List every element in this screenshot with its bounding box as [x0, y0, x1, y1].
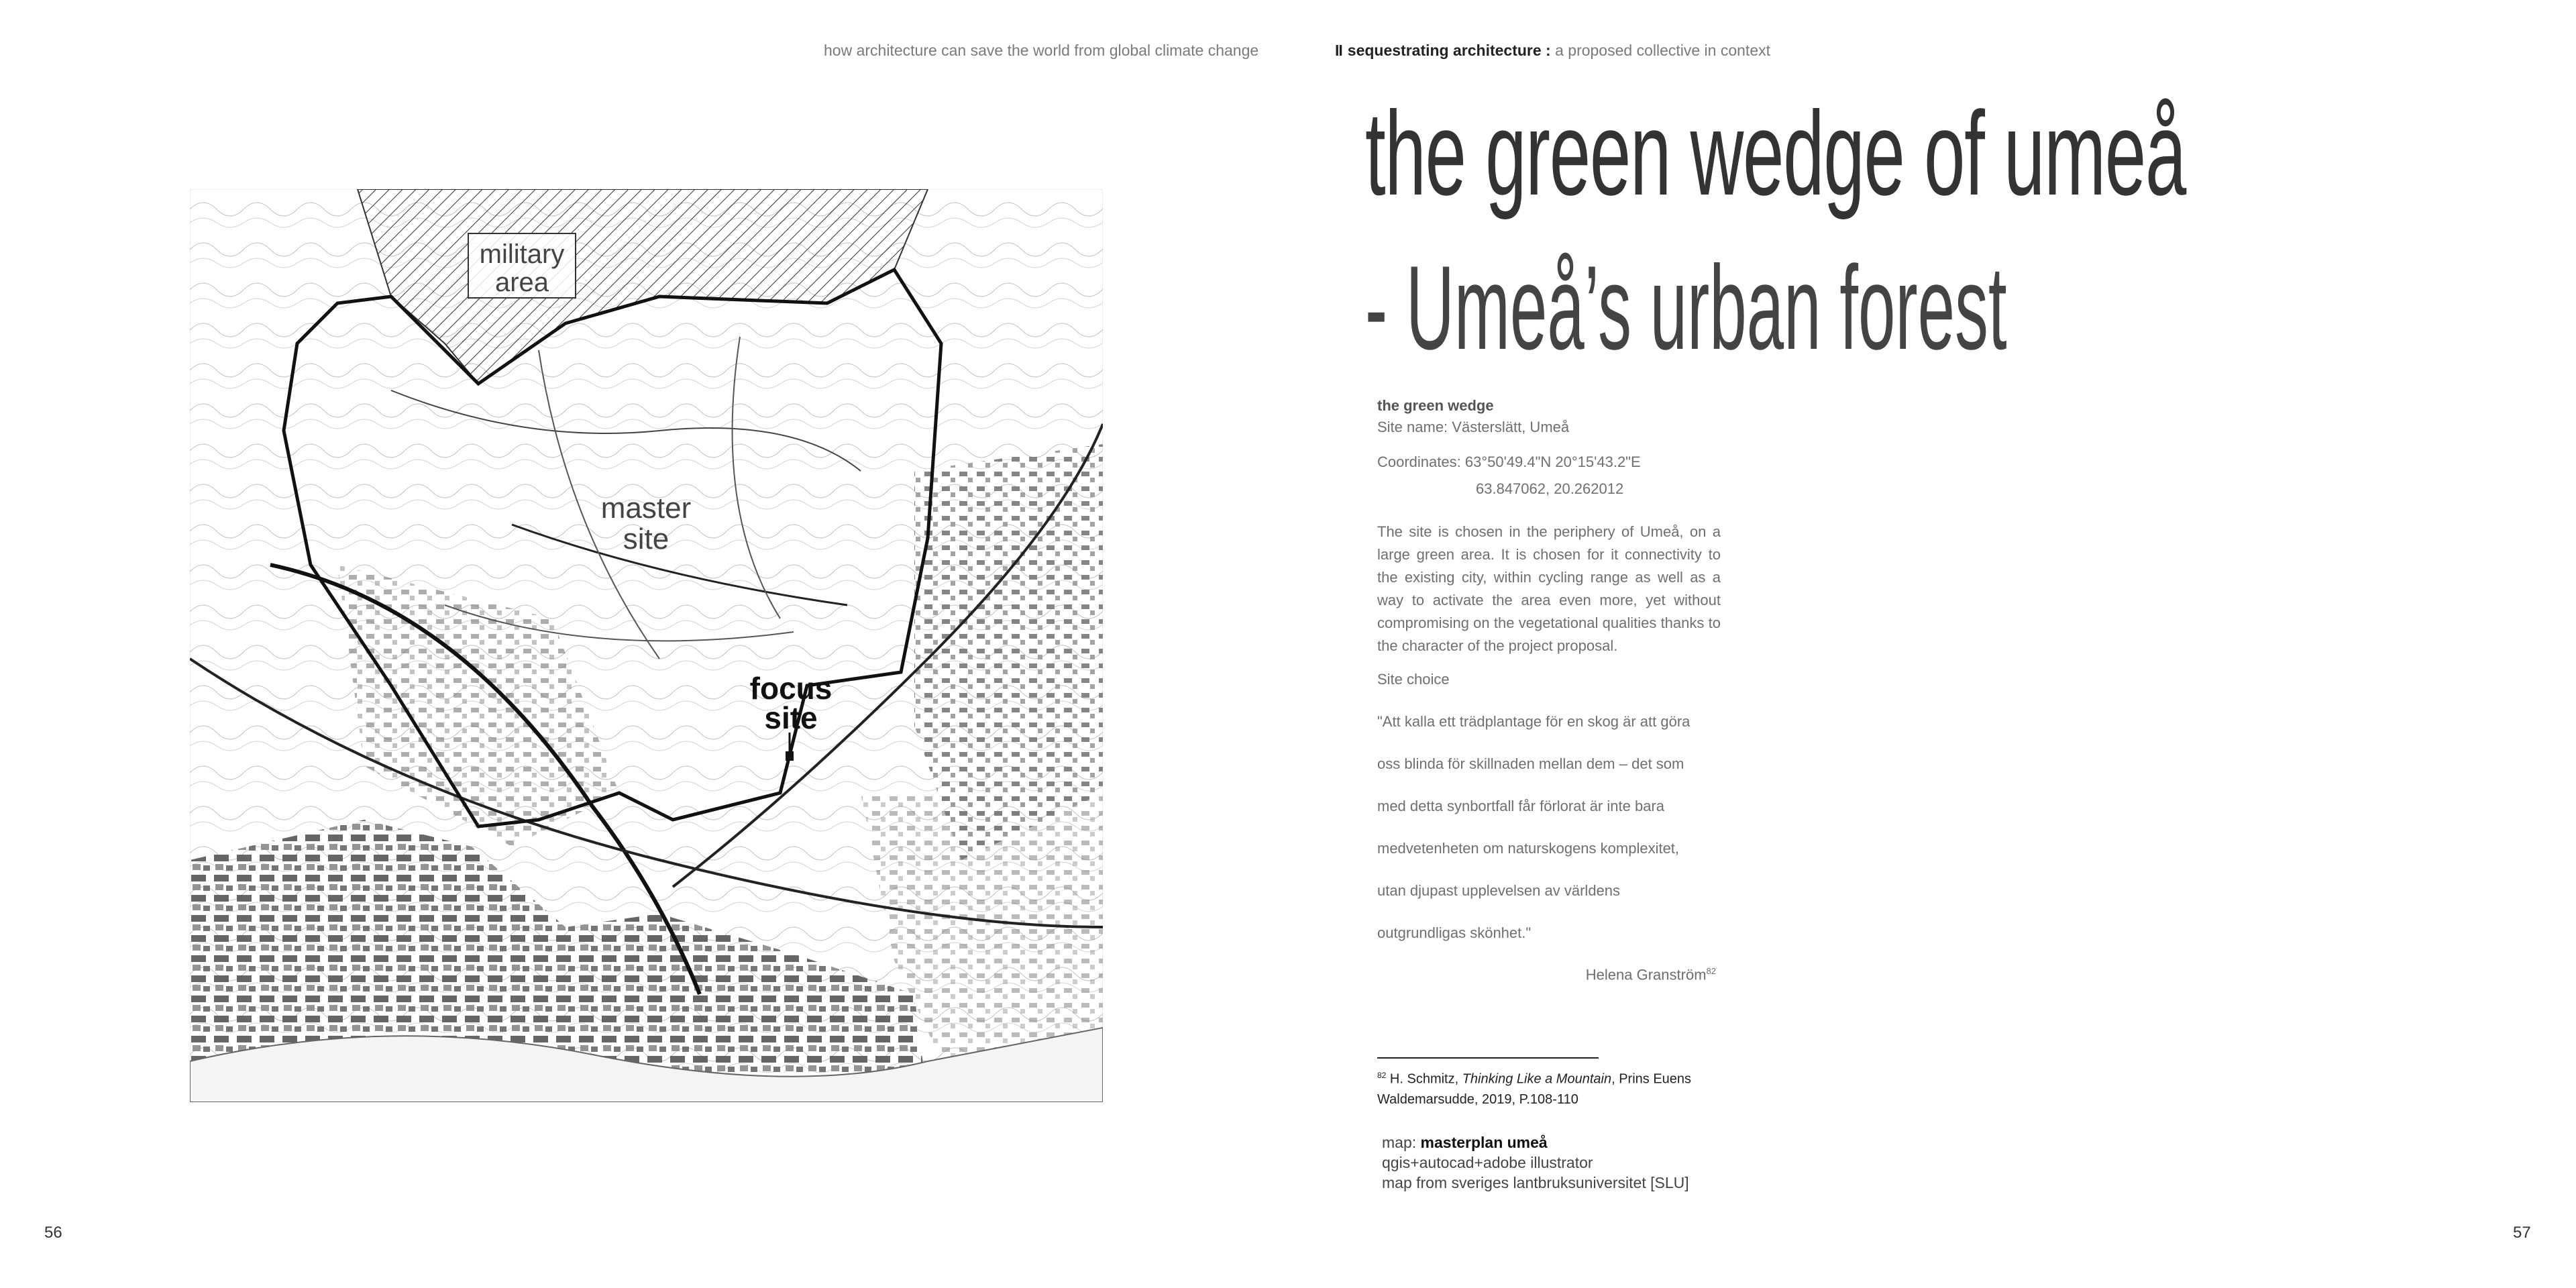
section-heading: the green wedge	[1377, 397, 1494, 414]
quote-line: med detta synbortfall får förlorat är inte bara	[1377, 798, 1664, 814]
caption-title: masterplan umeå	[1420, 1134, 1548, 1151]
site-paragraph: The site is chosen in the periphery of Umeå, on a large green area. It is chosen for it connectivity to the existing city, within cycling range as well as a way to activate the area even more, yet without compromising on the vegetational qualities thanks to the character of the project proposal.	[1377, 523, 1721, 654]
page-number-left: 56	[44, 1224, 62, 1242]
site-name: Site name: Västerslätt, Umeå	[1377, 419, 1570, 435]
page-subtitle: - Umeå’s urban forest	[1365, 241, 2007, 374]
focus-site-marker	[786, 751, 794, 761]
footnote-divider	[1377, 1057, 1599, 1059]
quote-line: utan djupast upplevelsen av världens	[1377, 882, 1621, 899]
running-header-left: how architecture can save the world from global climate change	[824, 42, 1259, 59]
site-choice-heading: Site choice	[1377, 671, 1450, 688]
footnote-ref: 82	[1706, 966, 1716, 976]
label-military: military	[479, 239, 565, 269]
page-title: the green wedge of umeå	[1365, 87, 2186, 220]
coordinates: Coordinates: 63°50'49.4"N 20°15'43.2"E	[1377, 453, 1641, 470]
quote-author: Helena Granström$^{82}$	[1585, 966, 1716, 983]
quote-line: oss blinda för skillnaden mellan dem – det som	[1377, 755, 1684, 772]
quote-line: outgrundligas skönhet."	[1377, 924, 1532, 941]
caption-tools: qgis+autocad+adobe illustrator	[1382, 1154, 1593, 1171]
label-master-site: site	[623, 523, 669, 555]
chapter-title: sequestrating architecture :	[1347, 42, 1551, 59]
label-focus: focus	[749, 671, 833, 706]
label-military-area: area	[494, 268, 549, 297]
masterplan-map	[190, 189, 1103, 1102]
running-header-right	[1335, 42, 1770, 60]
quote-line: "Att kalla ett trädplantage för en skog är att göra	[1377, 713, 1690, 730]
coordinates-decimal: 63.847062, 20.262012	[1476, 480, 1624, 497]
quote-block	[1377, 700, 1721, 954]
quote-line: medvetenheten om naturskogens komplexitet,	[1377, 840, 1680, 857]
caption-source: map from sveriges lantbruksuniversitet [SLU]	[1382, 1174, 1689, 1191]
map-caption: map: masterplan umeå qgis+autocad+adobe illustrator map from sveriges lantbruksuniversitet [SLU]	[1382, 1134, 1689, 1191]
footnote: $^{82}$ H. Schmitz, Thinking Like a Mountain, Prins Euens Waldemarsudde, 2019, P.108-110	[1377, 1071, 1692, 1107]
page-number-right: 57	[2513, 1224, 2531, 1242]
chapter-mark: II	[1335, 42, 1342, 59]
label-focus-site: site	[764, 700, 818, 735]
chapter-subtitle: a proposed collective in context	[1555, 42, 1771, 59]
label-master: master	[600, 492, 692, 525]
map-graphic	[190, 189, 1103, 1102]
